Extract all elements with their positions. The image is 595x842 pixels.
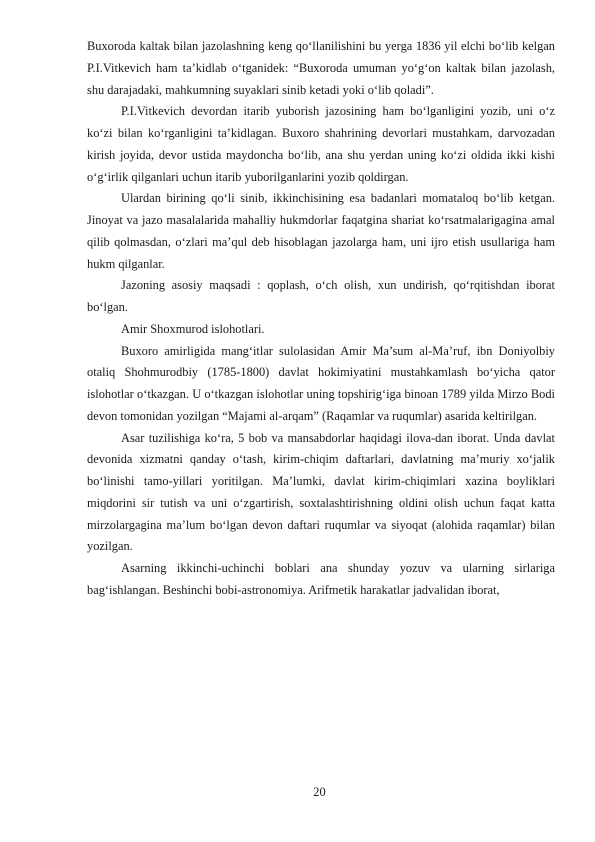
paragraph-3: Ulardan birining qo‘li sinib, ikkinchisining esa badanlari momataloq bo‘lib ketgan. Jinoyat va jazo masalalarida mahalliy hukmdorlar faqatgina shariat ko‘rsatmalarigagina amal qilib qolmasdan, o‘zlari ma’qul deb hisoblagan jazolarga ham, uni ijro etish usullariga ham hukm qilganlar.: [87, 191, 555, 271]
paragraph-1: Buxoroda kaltak bilan jazolashning keng qo‘llanilishini bu yerga 1836 yil elchi bo‘lib kelgan P.I.Vitkevich ham ta’kidlab o‘tganidek: “Buxoroda umuman yo‘g‘on kaltak bilan jazolash, shu darajadaki, mahkumning suyaklari sinib ketadi yoki o‘lib qoladi”.: [87, 39, 555, 97]
paragraph-2: P.I.Vitkevich devordan itarib yuborish jazosining ham bo‘lganligini yozib, uni o‘z ko‘zi bilan ko‘rganligini ta’kidlagan. Buxoro shahrining devorlari mustahkam, darvozadan kirish joyida, devor ustida maydoncha bo‘lib, ana shu yerdan uning ko‘zi oldida ikki kishi o‘g‘irlik qilganlari uchun itarib yuborilganlarini yozib qoldirgan.: [87, 104, 555, 184]
paragraph-7: Asarning ikkinchi-uchinchi boblari ana shunday yozuv va ularning sirlariga bag‘ishlangan. Beshinchi bobi-astronomiya. Arifmetik harakatlar jadvalidan iborat,: [87, 561, 555, 597]
paragraph-6: Asar tuzilishiga ko‘ra, 5 bob va mansabdorlar haqidagi ilova-dan iborat. Unda davlat devonida xizmatni qanday o‘tash, kirim-chiqim daftarlari, davlatning ma’muriy xo‘jalik bo‘linishi tamo-yillari yoritilgan. Ma’lumki, davlat kirim-chiqimlari xazina boyliklari miqdorini sir tutish va uni o‘zgartirish, soxtalashtirishning oldini olish uchun faqat katta mirzolargagina ma’lum bo‘lgan devon daftari ruqumlar va siyoqat (alohida raqamlar) bilan yozilgan.: [87, 430, 555, 554]
section-heading: Amir Shoxmurod islohotlari.: [121, 321, 265, 336]
page-number: 20: [313, 785, 326, 799]
paragraph-4: Jazoning asosiy maqsadi : qoplash, o‘ch olish, xun undirish, qo‘rqitishdan iborat bo‘lgan.: [87, 278, 555, 314]
paragraph-5: Buxoro amirligida mang‘itlar sulolasidan Amir Ma’sum al-Ma’ruf, ibn Doniyolbiy otaliq Shohmurodbiy (1785-1800) davlat hokimiyatini mustahkamlash bo‘yicha qator islohotlar o‘tkazgan. U o‘tkazgan islohotlar uning topshirig‘iga binoan 1789 yilda Mirzo Bodi devon tomonidan yozilgan “Majami al-arqam” (Raqamlar va ruqumlar) asarida keltirilgan.: [87, 343, 555, 423]
body-text: [87, 36, 555, 602]
